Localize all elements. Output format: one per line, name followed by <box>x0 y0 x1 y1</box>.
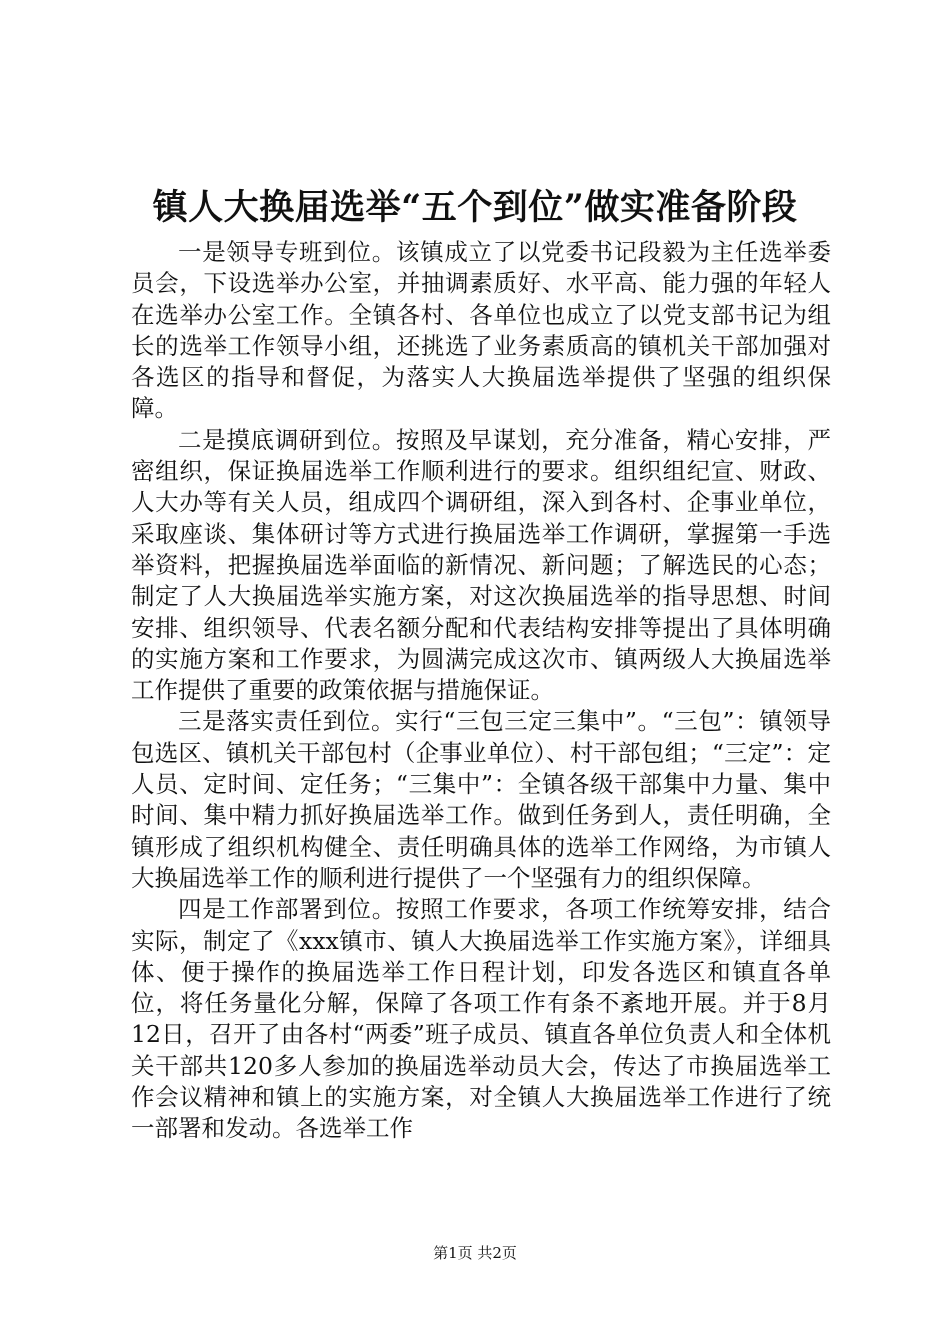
paragraph-responsibility: 三是落实责任到位。实行“三包三定三集中”。“三包”：镇领导包选区、镇机关干部包村（企事业单位）、村干部包组；“三定”：定人员、定时间、定任务；“三集中”：全镇各级干部集中力量、集中时间、集中精力抓好换届选举工作。做到任务到人，责任明确，全镇形成了组织机构健全、责任明确具体的选举工作网络，为市镇人大换届选举工作的顺利进行提供了一个坚强有力的组织保障。 <box>131 707 831 892</box>
paragraph-deployment: 四是工作部署到位。按照工作要求，各项工作统筹安排，结合实际，制定了《xxx镇市、镇人大换届选举工作实施方案》，详细具体、便于操作的换届选举工作日程计划，印发各选区和镇直各单位，将任务量化分解，保障了各项工作有条不紊地开展。并于8月12日，召开了由各村“两委”班子成员、镇直各单位负责人和全体机关干部共120多人参加的换届选举动员大会，传达了市换届选举工作会议精神和镇上的实施方案，对全镇人大换届选举工作进行了统一部署和发动。各选举工作 <box>131 895 831 1143</box>
paragraph-leadership: 一是领导专班到位。该镇成立了以党委书记段毅为主任选举委员会，下设选举办公室，并抽调素质好、水平高、能力强的年轻人在选举办公室工作。全镇各村、各单位也成立了以党支部书记为组长的选举工作领导小组，还挑选了业务素质高的镇机关干部加强对各选区的指导和督促，为落实人大换届选举提供了坚强的组织保障。 <box>131 238 831 423</box>
paragraph-research: 二是摸底调研到位。按照及早谋划，充分准备，精心安排，严密组织，保证换届选举工作顺利进行的要求。组织组纪宣、财政、人大办等有关人员，组成四个调研组，深入到各村、企事业单位，采取座谈、集体研讨等方式进行换届选举工作调研，掌握第一手选举资料，把握换届选举面临的新情况、新问题；了解选民的心态；制定了人大换届选举实施方案，对这次换届选举的指导思想、时间安排、组织领导、代表名额分配和代表结构安排等提出了具体明确的实施方案和工作要求，为圆满完成这次市、镇两级人大换届选举工作提供了重要的政策依据与措施保证。 <box>131 425 831 705</box>
document-body <box>131 237 831 1145</box>
page-number-footer: 第1页 共2页 <box>433 1244 517 1262</box>
page-title: 镇人大换届选举“五个到位”做实准备阶段 <box>152 187 798 228</box>
